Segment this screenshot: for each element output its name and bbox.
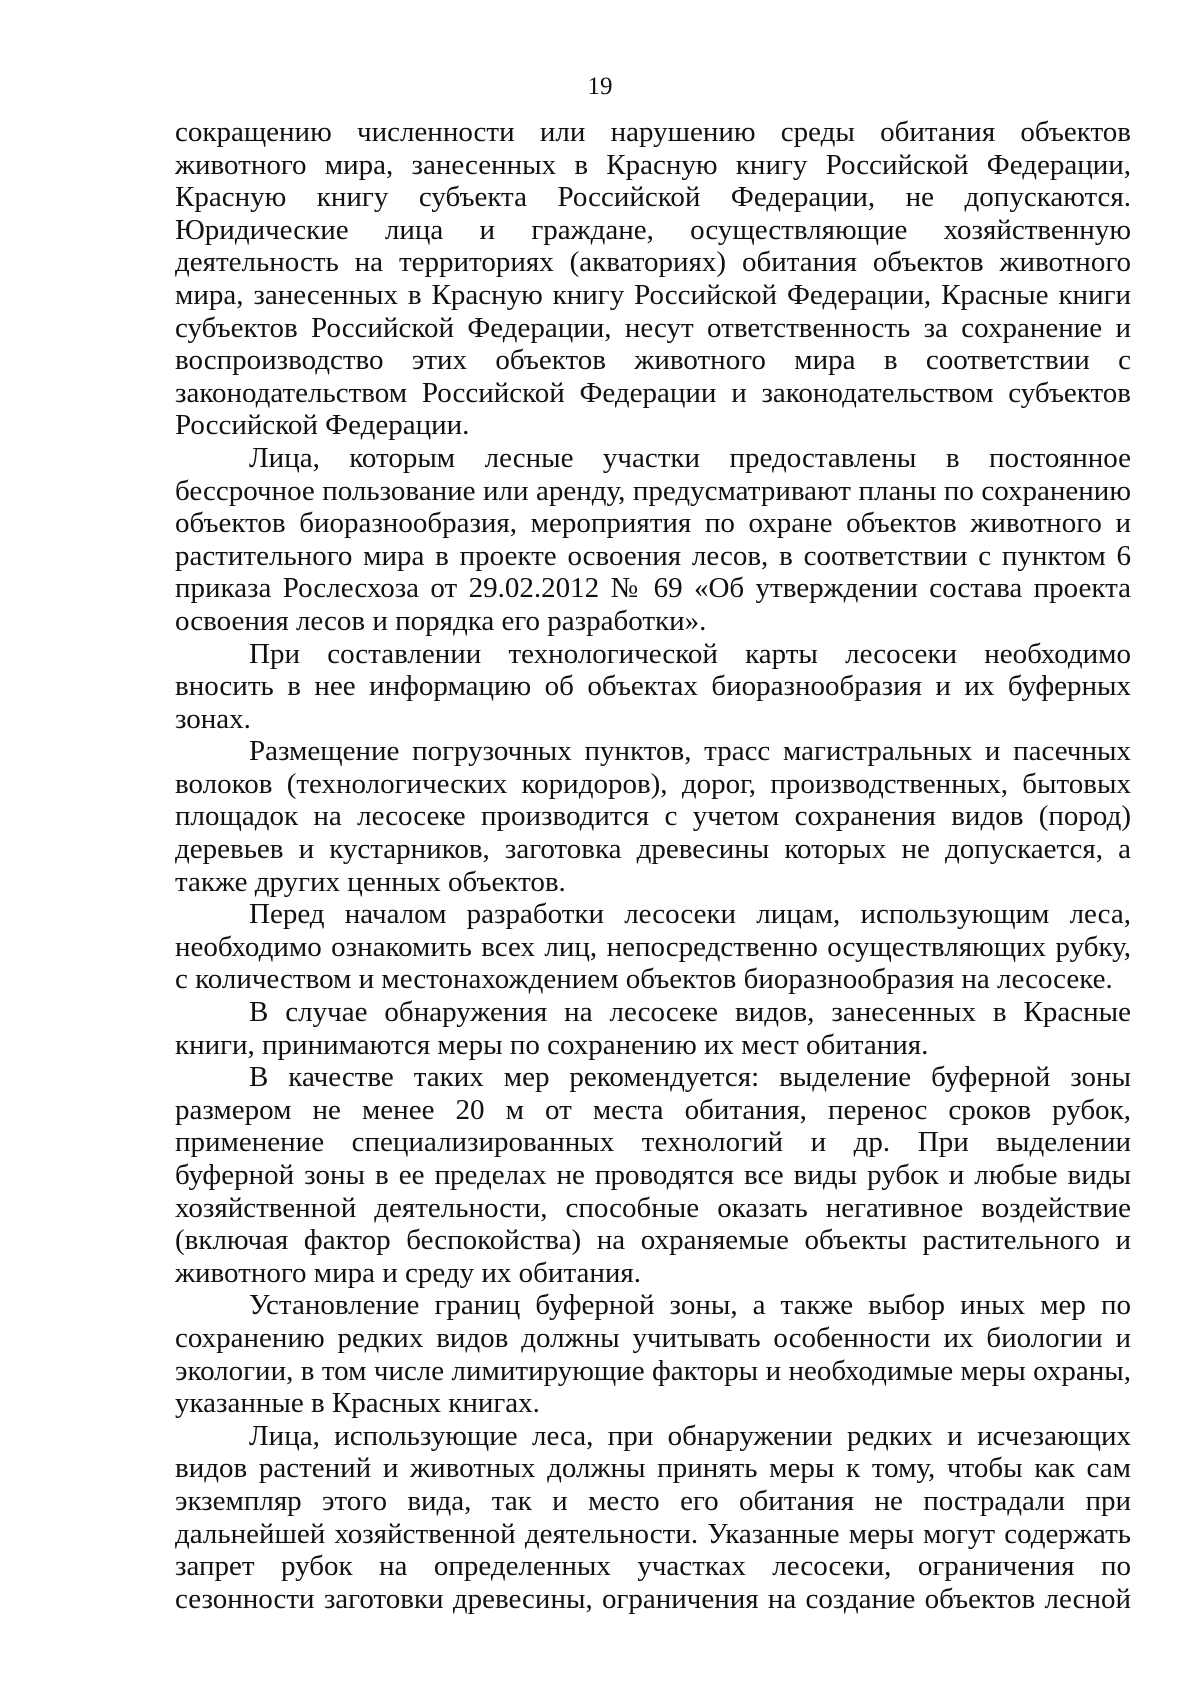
paragraph-9: Лица, использующие леса, при обнаружении редких и исчезающих видов растений и животных должны принять меры к тому, чтобы как сам экземпляр этого вида, так и место его обитания не пострадали при дальнейшей хозяйственной деятельности. Указанные меры могут содержать запрет рубок на определенных участках лесосеки, ограничения по сезонности заготовки древесины, ограничения на создание объектов лесной xyxy=(175,1419,1131,1615)
paragraph-4: Размещение погрузочных пунктов, трасс магистральных и пасечных волоков (технологических коридоров), дорог, производственных, бытовых площадок на лесосеке производится с учетом сохранения видов (пород) деревьев и кустарников, заготовка древесины которых не допускается, а также других ценных объектов. xyxy=(175,735,1131,898)
paragraph-2: Лица, которым лесные участки предоставлены в постоянное бессрочное пользование или аренду, предусматривают планы по сохранению объектов биоразнообразия, мероприятия по охране объектов животного и растительного мира в проекте освоения лесов, в соответствии с пунктом 6 приказа Рослесхоза от 29.02.2012 № 69 «Об утверждении состава проекта освоения лесов и порядка его разработки». xyxy=(175,441,1131,637)
paragraph-7: В качестве таких мер рекомендуется: выделение буферной зоны размером не менее 20 м от места обитания, перенос сроков рубок, применение специализированных технологий и др. При выделении буферной зоны в ее пределах не проводятся все виды рубок и любые виды хозяйственной деятельности, способные оказать негативное воздействие (включая фактор беспокойства) на охраняемые объекты растительного и животного мира и среду их обитания. xyxy=(175,1061,1131,1289)
paragraph-6: В случае обнаружения на лесосеке видов, занесенных в Красные книги, принимаются меры по сохранению их мест обитания. xyxy=(175,996,1131,1061)
document-body xyxy=(175,116,1131,1615)
paragraph-1: сокращению численности или нарушению среды обитания объектов животного мира, занесенных в Красную книгу Российской Федерации, Красную книгу субъекта Российской Федерации, не допускаются. Юридические лица и граждане, осуществляющие хозяйственную деятельность на территориях (акваториях) обитания объектов животного мира, занесенных в Красную книгу Российской Федерации, Красные книги субъектов Российской Федерации, несут ответственность за сохранение и воспроизводство этих объектов животного мира в соответствии с законодательством Российской Федерации и законодательством субъектов Российской Федерации. xyxy=(175,116,1131,442)
paragraph-5: Перед началом разработки лесосеки лицам, использующим леса, необходимо ознакомить всех лиц, непосредственно осуществляющих рубку, с количеством и местонахождением объектов биоразнообразия на лесосеке. xyxy=(175,898,1131,996)
paragraph-8: Установление границ буферной зоны, а также выбор иных мер по сохранению редких видов должны учитывать особенности их биологии и экологии, в том числе лимитирующие факторы и необходимые меры охраны, указанные в Красных книгах. xyxy=(175,1289,1131,1420)
page-number: 19 xyxy=(587,73,613,100)
paragraph-3: При составлении технологической карты лесосеки необходимо вносить в нее информацию об объектах биоразнообразия и их буферных зонах. xyxy=(175,637,1131,735)
